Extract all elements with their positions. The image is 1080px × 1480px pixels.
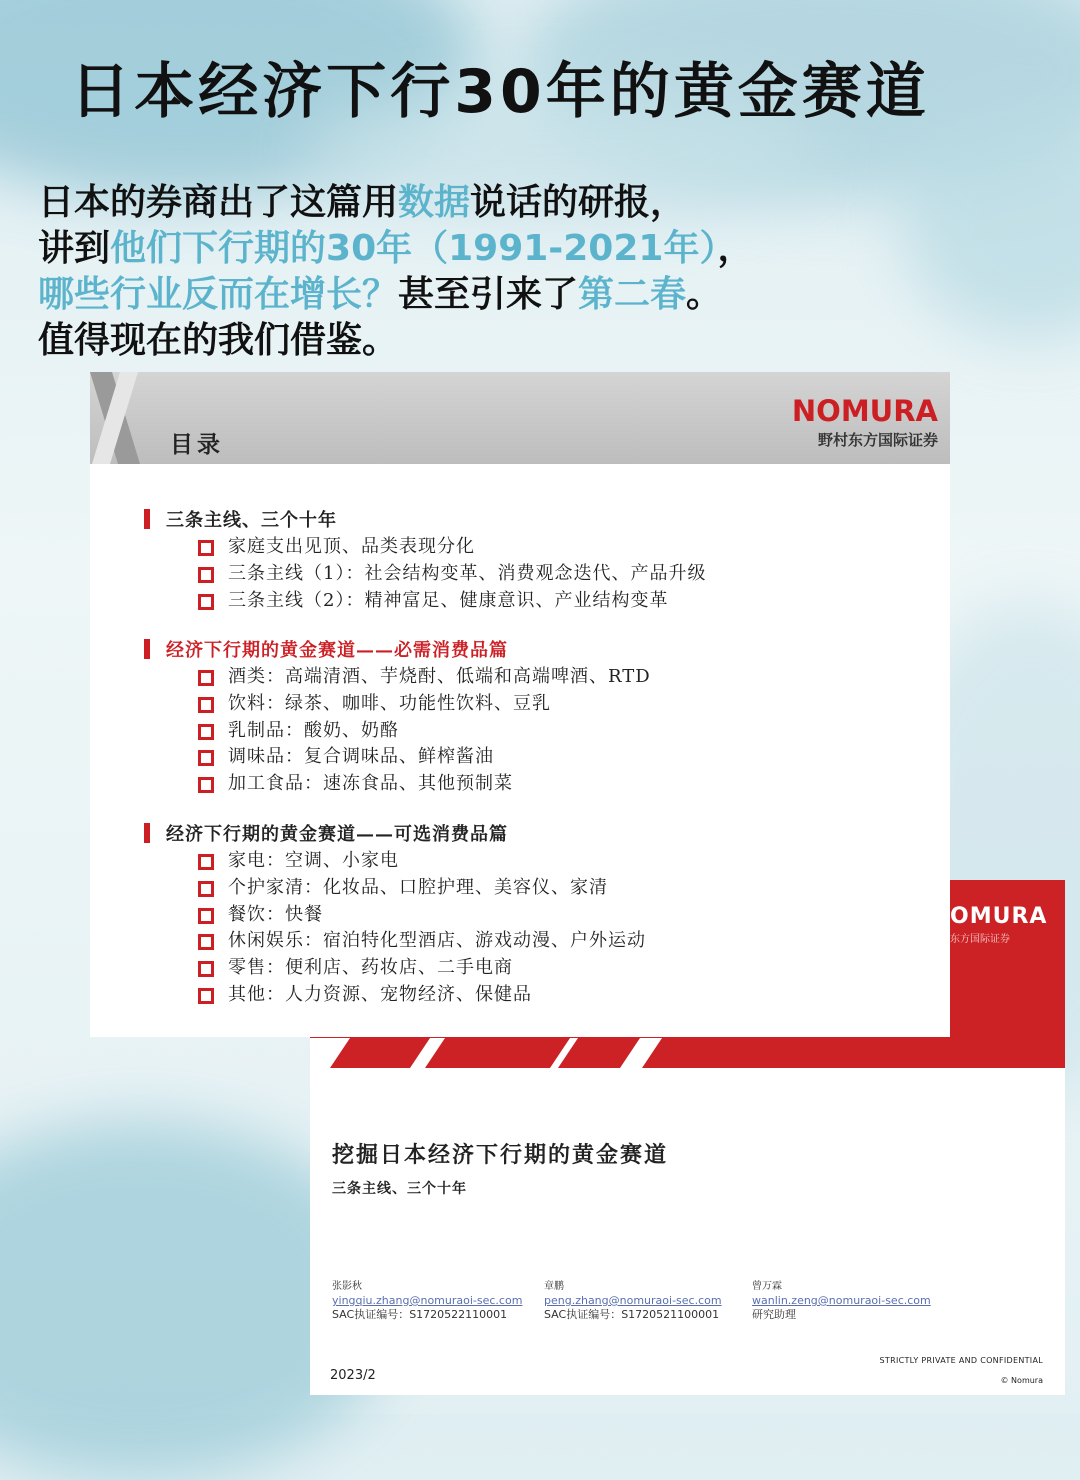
intro-line-4: 值得现在的我们借鉴。 — [38, 320, 399, 361]
checkbox-icon — [198, 567, 214, 583]
checkbox-icon — [198, 724, 214, 740]
author-block: 张影秋 yingqiu.zhang@nomuraoi-sec.com SAC执证编号：S1720522110001 — [332, 1281, 523, 1321]
intro-text — [38, 180, 1048, 364]
checkbox-icon — [198, 881, 214, 897]
toc-item: 调味品：复合调味品、鲜榨酱油 — [144, 744, 651, 771]
section-bar — [144, 509, 150, 529]
copyright-label: © Nomura — [1000, 1376, 1043, 1385]
intro-line-1: 日本的券商出了这篇用数据说话的研报， — [38, 182, 687, 223]
toc-section-1 — [144, 508, 706, 614]
checkbox-icon — [198, 908, 214, 924]
toc-section-title: 经济下行期的黄金赛道——可选消费品篇 — [144, 822, 646, 848]
cover-logo: OMURA — [950, 904, 1048, 929]
page-title: 日本经济下行30年的黄金赛道 — [70, 57, 930, 127]
toc-item: 三条主线（1）：社会结构变革、消费观念迭代、产品升级 — [144, 561, 706, 588]
toc-item: 个护家清：化妆品、口腔护理、美容仪、家清 — [144, 875, 646, 902]
cover-date: 2023/2 — [330, 1368, 376, 1383]
author-block: 章鹏 peng.zhang@nomuraoi-sec.com SAC执证编号：S1720521100001 — [544, 1281, 722, 1321]
checkbox-icon — [198, 594, 214, 610]
author-block: 曾万霖 wanlin.zeng@nomuraoi-sec.com 研究助理 — [752, 1281, 931, 1321]
toc-item: 家庭支出见顶、品类表现分化 — [144, 534, 706, 561]
toc-section-2 — [144, 638, 651, 798]
author-email[interactable]: peng.zhang@nomuraoi-sec.com — [544, 1294, 722, 1307]
intro-line-2: 讲到他们下行期的30年（1991-2021年）， — [38, 228, 754, 269]
checkbox-icon — [198, 670, 214, 686]
section-bar — [144, 639, 150, 659]
toc-slide — [90, 372, 950, 1037]
author-email[interactable]: yingqiu.zhang@nomuraoi-sec.com — [332, 1294, 523, 1307]
checkbox-icon — [198, 540, 214, 556]
nomura-logo: NOMURA — [791, 394, 938, 428]
intro-line-3: 哪些行业反而在增长？甚至引来了第二春。 — [38, 274, 723, 315]
nomura-logo-sub: 野村东方国际证券 — [817, 431, 938, 449]
cover-title: 挖掘日本经济下行期的黄金赛道 — [332, 1142, 669, 1168]
checkbox-icon — [198, 988, 214, 1004]
toc-section-title: 经济下行期的黄金赛道——必需消费品篇 — [144, 638, 651, 664]
checkbox-icon — [198, 854, 214, 870]
author-email[interactable]: wanlin.zeng@nomuraoi-sec.com — [752, 1294, 931, 1307]
toc-item: 三条主线（2）：精神富足、健康意识、产业结构变革 — [144, 588, 706, 615]
checkbox-icon — [198, 750, 214, 766]
checkbox-icon — [198, 697, 214, 713]
toc-heading: 目录 — [170, 431, 224, 458]
toc-item: 零售：便利店、药妆店、二手电商 — [144, 955, 646, 982]
cover-logo-sub: 东方国际证券 — [950, 934, 1010, 945]
toc-item: 加工食品：速冻食品、其他预制菜 — [144, 771, 651, 798]
toc-item: 餐饮：快餐 — [144, 902, 646, 929]
toc-item: 乳制品：酸奶、奶酪 — [144, 718, 651, 745]
toc-item: 休闲娱乐：宿泊特化型酒店、游戏动漫、户外运动 — [144, 928, 646, 955]
toc-corner-graphic — [90, 372, 160, 464]
toc-section-title: 三条主线、三个十年 — [144, 508, 706, 534]
checkbox-icon — [198, 961, 214, 977]
toc-item: 其他：人力资源、宠物经济、保健品 — [144, 982, 646, 1009]
confidential-label: STRICTLY PRIVATE AND CONFIDENTIAL — [879, 1356, 1043, 1365]
toc-section-3 — [144, 822, 646, 1009]
toc-item: 饮料：绿茶、咖啡、功能性饮料、豆乳 — [144, 691, 651, 718]
cover-subtitle: 三条主线、三个十年 — [332, 1181, 467, 1197]
section-bar — [144, 823, 150, 843]
checkbox-icon — [198, 934, 214, 950]
toc-item: 酒类：高端清酒、芋烧酎、低端和高端啤酒、RTD — [144, 664, 651, 691]
checkbox-icon — [198, 777, 214, 793]
toc-item: 家电：空调、小家电 — [144, 848, 646, 875]
